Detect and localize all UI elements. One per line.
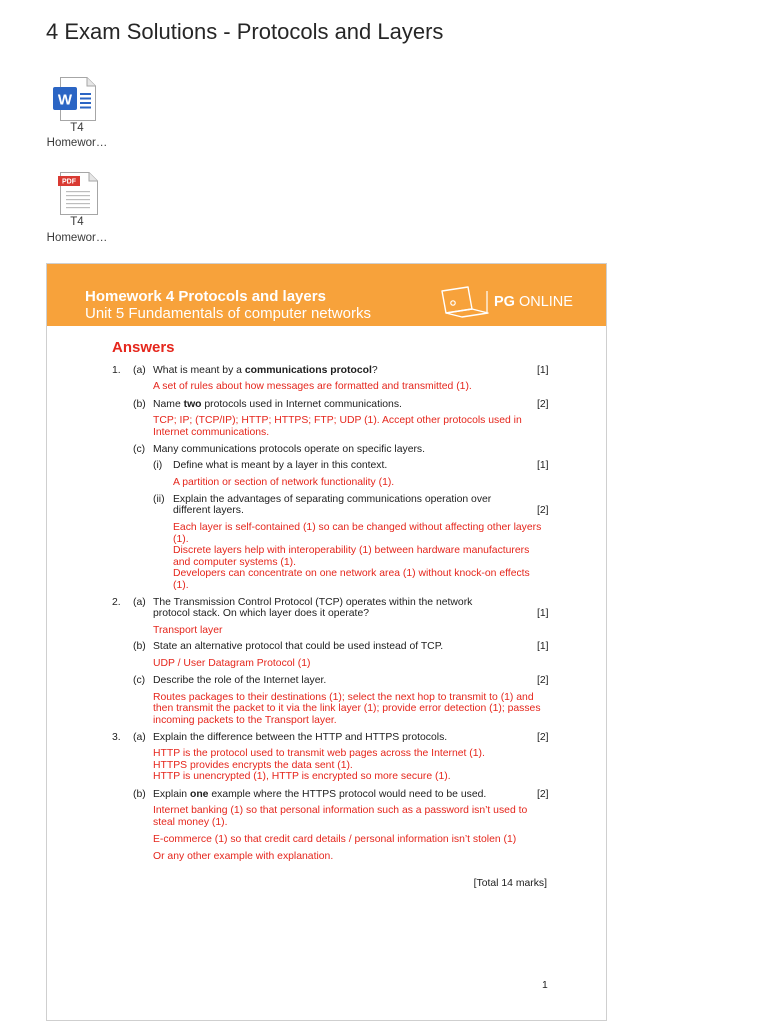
total-marks: [Total 14 marks] [473, 878, 547, 889]
attachment-name-line1: T4 [70, 216, 84, 228]
question-text [153, 399, 402, 411]
question-text: Explain the difference between the HTTP and HTTPS protocols. [153, 732, 448, 743]
attachment-word-file[interactable] [46, 76, 108, 152]
document-title: Homework 4 Protocols and layers [85, 288, 326, 305]
q1cii-answer-row [47, 522, 606, 534]
q1b-answer-row [47, 415, 606, 427]
part-label: (a) [133, 597, 146, 608]
question-text: Explain the advantages of separating communications operation over [173, 494, 492, 505]
q1b-row [47, 399, 606, 411]
question-text [153, 789, 486, 801]
question-text-post: protocols used in Internet communications. [201, 399, 402, 410]
question-text-post: example where the HTTPS protocol would need to be used. [208, 789, 487, 800]
q1ci-answer-row [47, 477, 606, 489]
embedded-homework-page [46, 263, 607, 1021]
answer-line: UDP / User Datagram Protocol (1) [153, 658, 311, 669]
q1cii-answer-row [47, 580, 606, 592]
answer-line: A partition or section of network functionality (1). [173, 477, 395, 488]
question-text: State an alternative protocol that could be used instead of TCP. [153, 641, 444, 652]
q3b-row [47, 789, 606, 801]
question-text: Define what is meant by a layer in this context. [173, 460, 388, 471]
answers-heading: Answers [112, 339, 175, 356]
q2c-row [47, 675, 606, 687]
answer-line: Transport layer [153, 625, 223, 636]
q1a-answer-row [47, 381, 606, 393]
answer-line: steal money (1). [153, 817, 228, 828]
question-number: 2. [112, 597, 121, 608]
answer-line: Discrete layers help with interoperability (1) between hardware manufacturers [173, 545, 530, 556]
answer-line: A set of rules about how messages are formatted and transmitted (1). [153, 381, 472, 392]
answer-line: E-commerce (1) so that credit card details / personal information isn’t stolen (1) [153, 834, 517, 845]
answer-line: incoming packets to the Transport layer. [153, 715, 337, 726]
q2b-answer-row [47, 658, 606, 670]
question-text-bold: one [189, 789, 209, 800]
question-number: 3. [112, 732, 121, 743]
q2c-answer-row [47, 715, 606, 727]
q1cii-answer-row [47, 545, 606, 557]
question-text-pre: What is meant by a [153, 365, 245, 376]
question-text-post: ? [371, 365, 378, 376]
attachment-name-line2: Homewor… [46, 137, 108, 149]
q1c-row [47, 444, 606, 456]
subpart-label: (ii) [153, 494, 165, 505]
attachment-name-line1: T4 [70, 122, 84, 134]
q1cii-row [47, 505, 606, 517]
document-subtitle: Unit 5 Fundamentals of computer networks [85, 305, 371, 322]
question-text: The Transmission Control Protocol (TCP) operates within the network [153, 597, 473, 608]
part-label: (b) [133, 641, 146, 652]
answer-line: and computer systems (1). [173, 557, 296, 568]
question-text-bold: communications protocol [244, 365, 372, 376]
question-text: different layers. [173, 505, 244, 516]
logo-bold-text: PG [494, 294, 515, 310]
q3b-answer-row [47, 817, 606, 829]
part-label: (b) [133, 399, 146, 410]
attachment-name-line2: Homewor… [46, 232, 108, 244]
pdf-document-icon [57, 171, 99, 216]
word-icon-letter: W [57, 91, 73, 109]
page-title: 4 Exam Solutions - Protocols and Layers [46, 19, 444, 44]
q1a-row [47, 365, 606, 377]
q3b-answer-row [47, 851, 606, 863]
marks: [1] [537, 460, 549, 471]
q1cii-answer-row [47, 568, 606, 580]
answer-line: Internet banking (1) so that personal information such as a password isn’t used to [153, 805, 528, 816]
answer-line: TCP; IP; (TCP/IP); HTTP; HTTPS; FTP; UDP (1). Accept other protocols used in [153, 415, 522, 426]
q2b-row [47, 641, 606, 653]
part-label: (b) [133, 789, 146, 800]
answer-line: Each layer is self-contained (1) so can be changed without affecting other layers [173, 522, 542, 533]
q3a-answer-row [47, 748, 606, 760]
answer-line: HTTP is the protocol used to transmit web pages across the Internet (1). [153, 748, 485, 759]
marks: [2] [537, 789, 549, 800]
answer-line: Routes packages to their destinations (1); select the next hop to transmit to (1) and [153, 692, 534, 703]
marks: [2] [537, 675, 549, 686]
q2c-answer-row [47, 703, 606, 715]
marks: [2] [537, 732, 549, 743]
pg-online-logo-text [494, 294, 573, 311]
answer-line: HTTP is unencrypted (1), HTTP is encrypted so more secure (1). [153, 771, 451, 782]
part-label: (a) [133, 732, 146, 743]
q1b-answer-row [47, 427, 606, 439]
attachment-pdf-file[interactable] [46, 170, 108, 246]
pdf-icon-badge: PDF [62, 178, 76, 186]
marks: [2] [537, 505, 549, 516]
marks: [1] [537, 365, 549, 376]
q1ci-row [47, 460, 606, 472]
subpart-label: (i) [153, 460, 163, 471]
marks: [1] [537, 608, 549, 619]
answer-line: then transmit the packet to it via the link layer (1); provide error detection (1); passes [153, 703, 541, 714]
answer-line: (1). [173, 534, 189, 545]
answer-line: Developers can concentrate on one network area (1) without knock-on effects [173, 568, 530, 579]
answer-line: HTTPS provides encrypts the data sent (1). [153, 760, 353, 771]
question-text-pre: Explain [153, 789, 190, 800]
answer-line: (1). [173, 580, 189, 591]
document-header-band [47, 264, 606, 326]
q3b-answer-row [47, 834, 606, 846]
question-number: 1. [112, 365, 121, 376]
q3a-answer-row [47, 771, 606, 783]
page-number: 1 [542, 980, 548, 991]
part-label: (c) [133, 444, 146, 455]
marks: [1] [537, 641, 549, 652]
logo-regular-text: ONLINE [518, 294, 573, 310]
question-text: Many communications protocols operate on specific layers. [153, 444, 426, 455]
question-text: protocol stack. On which layer does it operate? [153, 608, 370, 619]
answer-line: Or any other example with explanation. [153, 851, 334, 862]
question-text [153, 365, 378, 377]
part-label: (c) [133, 675, 146, 686]
q2a-answer-row [47, 625, 606, 637]
laptop-icon [437, 285, 491, 318]
answer-line: Internet communications. [153, 427, 270, 438]
word-document-icon [53, 76, 97, 122]
marks: [2] [537, 399, 549, 410]
question-text-pre: Name [153, 399, 184, 410]
part-label: (a) [133, 365, 146, 376]
question-text-bold: two [183, 399, 202, 410]
q3a-row [47, 732, 606, 744]
q3b-answer-row [47, 805, 606, 817]
question-text: Describe the role of the Internet layer. [153, 675, 327, 686]
q2a-row [47, 608, 606, 620]
